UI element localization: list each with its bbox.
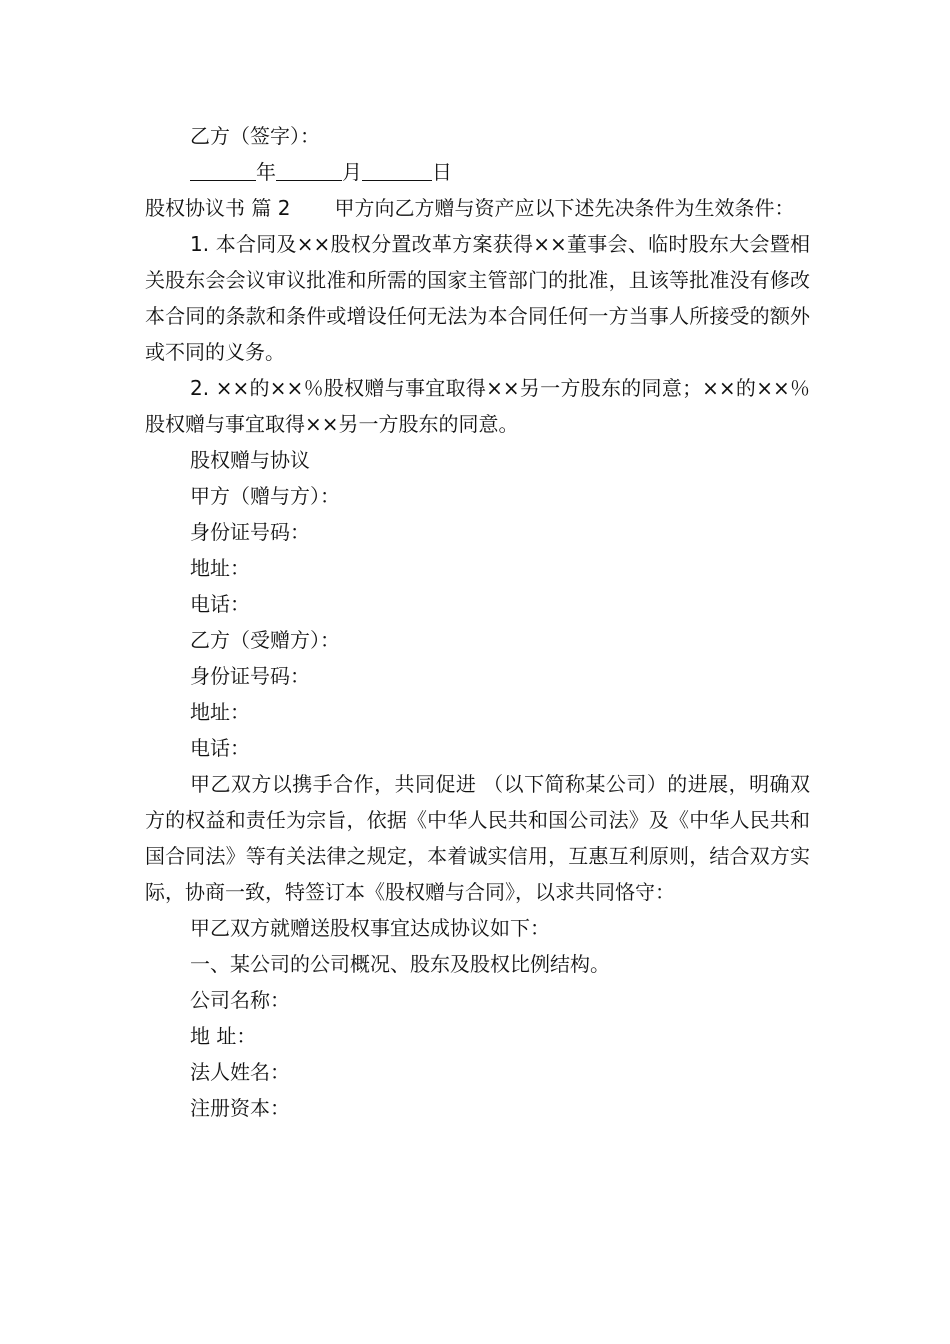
document-page [145, 118, 810, 1126]
year-blank [190, 158, 256, 181]
party-b-address-label: 地址： [190, 700, 250, 724]
day-blank [362, 158, 432, 181]
date-line [145, 154, 810, 190]
party-a-address-label: 地址： [190, 556, 250, 580]
legal-person-label: 法人姓名： [190, 1060, 290, 1084]
agreement-intro: 甲乙双方就赠送股权事宜达成协议如下： [190, 916, 550, 940]
month-blank [276, 158, 342, 181]
year-label: 年 [256, 160, 276, 184]
section-heading: 股权协议书 篇 2 [145, 196, 291, 220]
condition-item-1: 1. 本合同及××股权分置改革方案获得××董事会、临时股东大会暨相关股东会会议审议批准和所需的国家主管部门的批准，且该等批准没有修改本合同的条款和条件或增设任何无法为本合同任何一方当事人所接受的额外或不同的义务。 [145, 232, 810, 364]
registered-capital-label: 注册资本： [190, 1096, 290, 1120]
party-b-phone-label: 电话： [190, 736, 250, 760]
day-label: 日 [432, 160, 452, 184]
party-b-label: 乙方（受赠方）： [190, 628, 340, 652]
precondition-intro: 甲方向乙方赠与资产应以下述先决条件为生效条件： [334, 196, 795, 220]
agreement-title: 股权赠与协议 [190, 448, 310, 472]
company-address-label: 地 址： [190, 1024, 257, 1048]
company-name-label: 公司名称： [190, 988, 290, 1012]
party-b-id-label: 身份证号码： [190, 664, 310, 688]
party-a-phone-label: 电话： [190, 592, 250, 616]
section-1-heading: 一、某公司的公司概况、股东及股权比例结构。 [190, 952, 610, 976]
condition-item-2: 2. ××的××％股权赠与事宜取得××另一方股东的同意；××的××％股权赠与事宜取得××另一方股东的同意。 [145, 376, 810, 436]
party-a-id-label: 身份证号码： [190, 520, 310, 544]
month-label: 月 [342, 160, 362, 184]
party-a-label: 甲方（赠与方）： [190, 484, 340, 508]
section-heading-paragraph [145, 190, 810, 226]
preamble-paragraph: 甲乙双方以携手合作，共同促进 （以下简称某公司）的进展，明确双方的权益和责任为宗旨，依据《中华人民共和国公司法》及《中华人民共和国合同法》等有关法律之规定，本着诚实信用，互惠互利原则，结合双方实际，协商一致，特签订本《股权赠与合同》，以求共同恪守： [145, 772, 810, 904]
party-b-signature-line: 乙方（签字）： [190, 124, 320, 148]
